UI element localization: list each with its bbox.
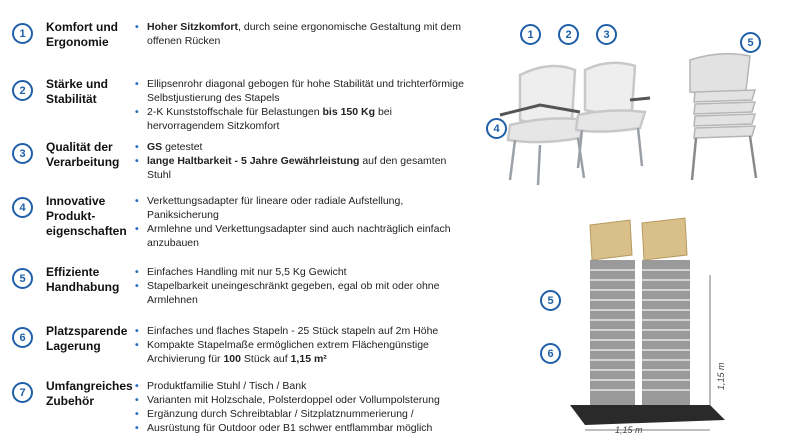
feature-bullet: • Stapelbarkeit uneingeschränkt gegeben, egal ob mit oder ohne Armlehnen xyxy=(135,279,465,307)
stack-left xyxy=(590,220,635,405)
stack-right xyxy=(642,218,690,405)
feature-bullet: • lange Haltbarkeit - 5 Jahre Gewährleistung auf den gesamten Stuhl xyxy=(135,154,465,182)
feature-bullet: • Produktfamilie Stuhl / Tisch / Bank xyxy=(135,379,465,393)
feature-bullets xyxy=(135,20,465,48)
feature-label xyxy=(46,265,119,295)
feature-bullet: • 2-K Kunststoffschale für Belastungen bis 150 Kg bei hervorragendem Sitzkomfort xyxy=(135,105,465,133)
feature-number-badge: 6 xyxy=(12,327,33,348)
feature-number-badge: 5 xyxy=(12,268,33,289)
feature-label xyxy=(46,77,108,107)
feature-label-line: Stärke und xyxy=(46,77,109,91)
feature-number-badge: 4 xyxy=(12,197,33,218)
image-number-badge: 1 xyxy=(520,24,541,45)
feature-label-line: Stabilität xyxy=(46,92,97,106)
feature-label-line: Innovative xyxy=(46,194,106,208)
feature-bullets xyxy=(135,194,465,250)
chair-with-armrest xyxy=(500,66,585,185)
feature-bullet: • Einfaches Handling mit nur 5,5 Kg Gewicht xyxy=(135,265,465,279)
feature-label-line: Ergonomie xyxy=(46,35,109,49)
image-number-badge: 5 xyxy=(540,290,561,311)
feature-number-badge: 2 xyxy=(12,80,33,101)
chair-product-image xyxy=(480,20,780,190)
feature-bullet: • GS getestet xyxy=(135,140,465,154)
feature-label xyxy=(46,140,119,170)
width-dimension-label: 1,15 m xyxy=(615,425,643,435)
trolley-base xyxy=(570,405,725,425)
feature-label-line: Komfort und xyxy=(46,20,118,34)
feature-bullets xyxy=(135,324,465,366)
feature-bullet: • Varianten mit Holzschale, Polsterdoppel oder Vollumpolsterung xyxy=(135,393,465,407)
feature-label-line: Verarbeitung xyxy=(46,155,120,169)
feature-bullets xyxy=(135,140,465,182)
feature-bullet: • Verkettungsadapter für lineare oder radiale Aufstellung, Paniksicherung xyxy=(135,194,465,222)
chair-stack-trolley-image xyxy=(560,215,730,435)
image-number-badge: 6 xyxy=(540,343,561,364)
feature-bullet: • Armlehne und Verkettungsadapter sind auch nachträglich einfach anzubauen xyxy=(135,222,465,250)
feature-bullet: • Einfaches und flaches Stapeln - 25 Stück stapeln auf 2m Höhe xyxy=(135,324,465,338)
feature-number-badge: 7 xyxy=(12,382,33,403)
feature-bullets xyxy=(135,379,465,435)
feature-label-line: Lagerung xyxy=(46,339,101,353)
chair-standard xyxy=(576,63,650,168)
feature-bullet: • Hoher Sitzkomfort, durch seine ergonomische Gestaltung mit dem offenen Rücken xyxy=(135,20,465,48)
image-number-badge: 2 xyxy=(558,24,579,45)
feature-label-line: Umfangreiches xyxy=(46,379,133,393)
feature-label xyxy=(46,194,127,239)
feature-bullet: • Ellipsenrohr diagonal gebogen für hohe Stabilität und trichterförmige Selbstjustierung des Stapels xyxy=(135,77,465,105)
feature-label-line: eigenschaften xyxy=(46,224,127,238)
feature-bullets xyxy=(135,265,465,307)
feature-number-badge: 3 xyxy=(12,143,33,164)
feature-bullet: • Ergänzung durch Schreibtablar / Sitzplatznummerierung / xyxy=(135,407,465,421)
image-number-badge: 5 xyxy=(740,32,761,53)
feature-bullet: • Kompakte Stapelmaße ermöglichen extrem Flächengünstige Archivierung für 100 Stück auf 1,15 m² xyxy=(135,338,465,366)
feature-label-line: Qualität der xyxy=(46,140,113,154)
feature-label-line: Zubehör xyxy=(46,394,94,408)
feature-number-badge: 1 xyxy=(12,23,33,44)
height-dimension-label: 1,15 m xyxy=(716,362,726,390)
chair-stack-small xyxy=(690,54,756,180)
feature-bullet: • Ausrüstung für Outdoor oder B1 schwer entflammbar möglich xyxy=(135,421,465,435)
image-number-badge: 4 xyxy=(486,118,507,139)
feature-label-line: Handhabung xyxy=(46,280,120,294)
feature-label-line: Produkt- xyxy=(46,209,96,223)
feature-label xyxy=(46,324,127,354)
image-number-badge: 3 xyxy=(596,24,617,45)
feature-label xyxy=(46,379,133,409)
feature-bullets xyxy=(135,77,465,133)
feature-label-line: Platzsparende xyxy=(46,324,128,338)
feature-label xyxy=(46,20,118,50)
feature-label-line: Effiziente xyxy=(46,265,100,279)
